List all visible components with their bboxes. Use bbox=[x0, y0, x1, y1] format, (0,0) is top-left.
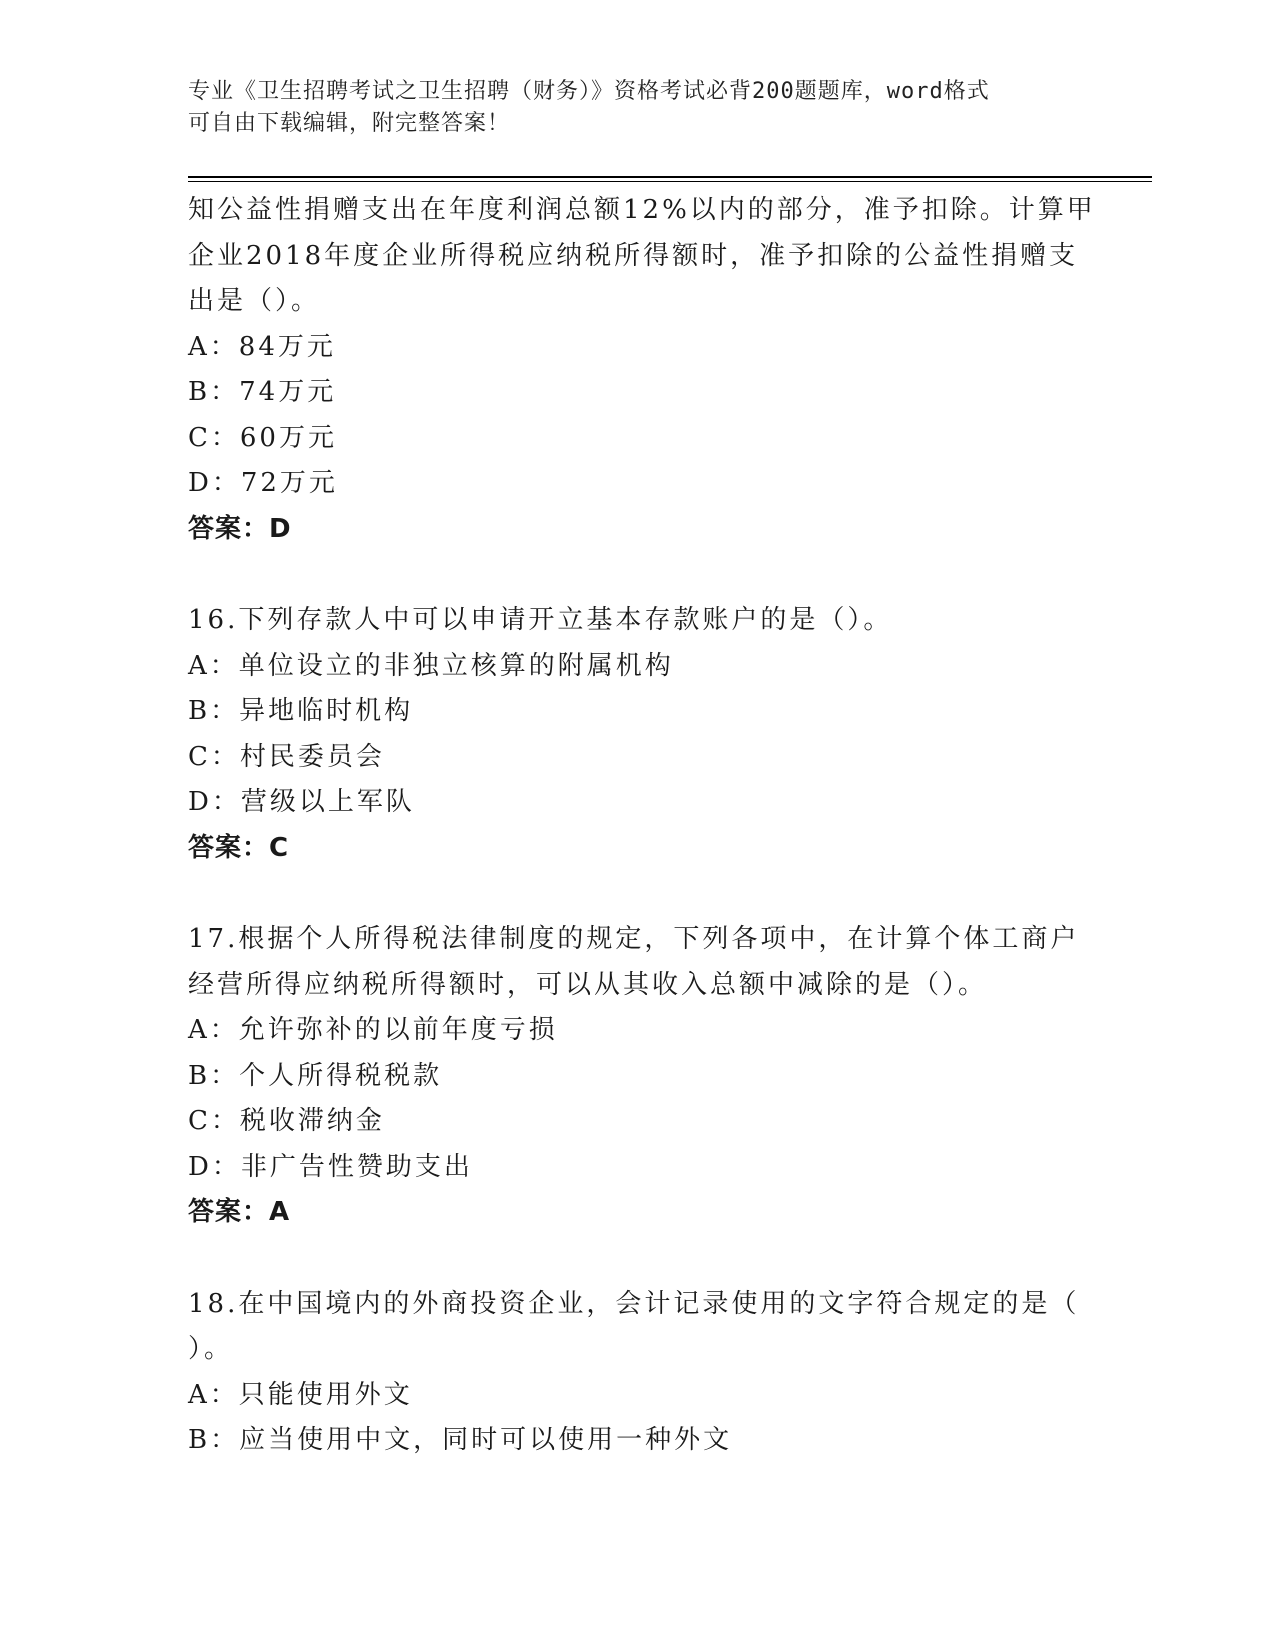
question-text-line: 出是（）。 bbox=[188, 286, 321, 316]
question-text-line: 18.在中国境内的外商投资企业，会计记录使用的文字符合规定的是（ bbox=[188, 1288, 1080, 1319]
option-c: C：60万元 bbox=[188, 422, 337, 453]
question-15 bbox=[188, 188, 1096, 552]
option-d: D：非广告性赞助支出 bbox=[188, 1151, 473, 1182]
question-text-line: 16.下列存款人中可以申请开立基本存款账户的是（）。 bbox=[188, 605, 893, 635]
question-text-line: ）。 bbox=[188, 1334, 234, 1364]
option-c: C：税收滞纳金 bbox=[188, 1106, 385, 1136]
question-text-line: 17.根据个人所得税法律制度的规定，下列各项中，在计算个体工商户 bbox=[188, 924, 1080, 954]
header-rule-thin bbox=[188, 181, 1152, 182]
question-text-line: 知公益性捐赠支出在年度利润总额12%以内的部分，准予扣除。计算甲 bbox=[188, 195, 1096, 225]
question-text-line: 经营所得应纳税所得额时，可以从其收入总额中减除的是（）。 bbox=[188, 969, 988, 1000]
spacer bbox=[188, 552, 1088, 598]
option-a: A：只能使用外文 bbox=[188, 1379, 413, 1410]
option-a: A：允许弥补的以前年度亏损 bbox=[188, 1015, 558, 1045]
option-b: B：74万元 bbox=[188, 377, 337, 407]
question-text-line: 企业2018年度企业所得税应纳税所得额时，准予扣除的公益性捐赠支 bbox=[188, 240, 1079, 271]
option-b: B：应当使用中文，同时可以使用一种外文 bbox=[188, 1425, 733, 1455]
header-rule-thick bbox=[188, 176, 1152, 178]
option-c: C：村民委员会 bbox=[188, 741, 385, 772]
option-d: D：营级以上军队 bbox=[188, 787, 415, 817]
spacer bbox=[188, 1236, 1088, 1282]
option-b: B：个人所得税税款 bbox=[188, 1060, 443, 1091]
question-18 bbox=[188, 1282, 1088, 1464]
answer-line: 答案：C bbox=[188, 832, 290, 863]
header-line-2: 可自由下载编辑，附完整答案！ bbox=[188, 111, 511, 136]
option-d: D：72万元 bbox=[188, 468, 338, 498]
header-line-1: 专业《卫生招聘考试之卫生招聘（财务）》资格考试必背200题题库，word格式 bbox=[188, 79, 990, 104]
answer-line: 答案：A bbox=[188, 1197, 291, 1227]
option-b: B：异地临时机构 bbox=[188, 696, 414, 726]
page-header bbox=[188, 76, 1088, 140]
option-a: A：单位设立的非独立核算的附属机构 bbox=[188, 650, 674, 681]
question-17 bbox=[188, 917, 1088, 1236]
question-16 bbox=[188, 598, 1088, 871]
question-list bbox=[188, 188, 1096, 1464]
option-a: A：84万元 bbox=[188, 331, 336, 362]
spacer bbox=[188, 871, 1088, 917]
answer-line: 答案：D bbox=[188, 513, 292, 544]
